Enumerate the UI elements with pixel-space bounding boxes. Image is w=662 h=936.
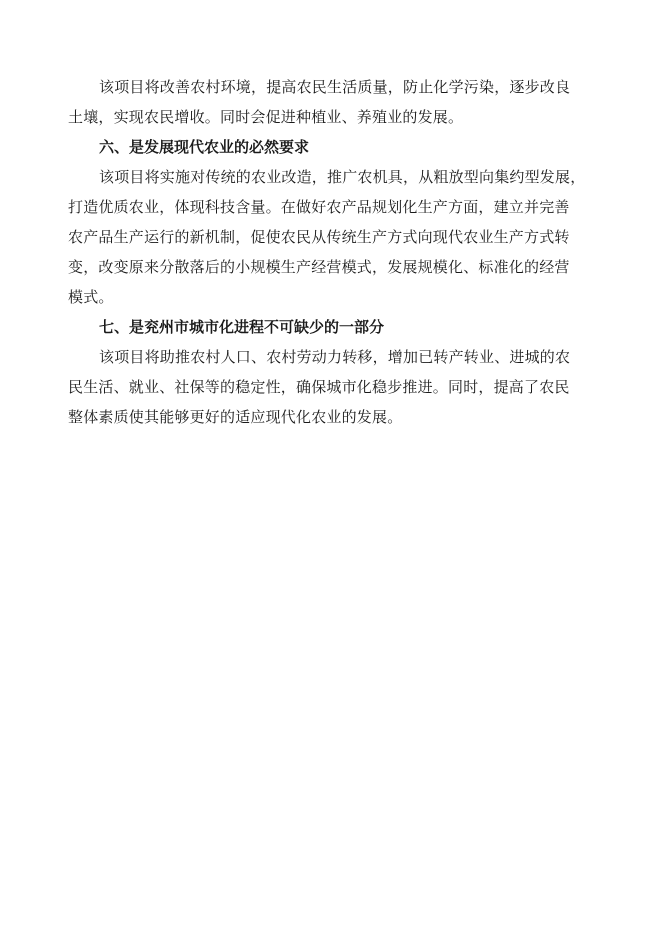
document-page: [68, 72, 596, 432]
section-heading-modern-agriculture: 六、是发展现代农业的必然要求: [99, 138, 310, 156]
paragraph-line: 整体素质使其能够更好的适应现代化农业的发展。: [68, 408, 403, 426]
paragraph-line: 打造优质农业，体现科技含量。在做好农产品规划化生产方面，建立并完善: [68, 198, 570, 216]
paragraph-line: 民生活、就业、社保等的稳定性，确保城市化稳步推进。同时，提高了农民: [68, 378, 570, 396]
paragraph-line: 模式。: [68, 288, 114, 306]
paragraph-modern-agriculture: [68, 162, 596, 312]
paragraph-line: 该项目将实施对传统的农业改造，推广农机具，从粗放型向集约型发展，: [99, 168, 586, 186]
paragraph-line: 该项目将助推农村人口、农村劳动力转移，增加已转产转业、进城的农: [99, 348, 571, 366]
paragraph-line: 该项目将改善农村环境，提高农民生活质量，防止化学污染，逐步改良: [99, 78, 571, 96]
paragraph-environment: [68, 72, 596, 132]
paragraph-line: 农产品生产运行的新机制，促使农民从传统生产方式向现代农业生产方式转: [68, 228, 570, 246]
section-heading-urbanization: 七、是兖州市城市化进程不可缺少的一部分: [99, 318, 385, 336]
paragraph-line: 土壤，实现农民增收。同时会促进种植业、养殖业的发展。: [68, 108, 464, 126]
paragraph-urbanization: [68, 342, 596, 432]
paragraph-line: 变，改变原来分散落后的小规模生产经营模式，发展规模化、标准化的经营: [68, 258, 570, 276]
